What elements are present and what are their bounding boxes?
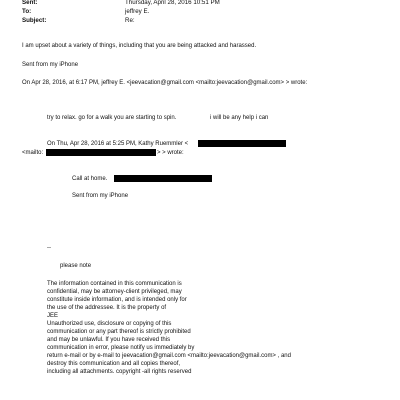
to-row — [22, 8, 149, 16]
to-label: To: — [22, 8, 32, 15]
subject-value: Re: — [125, 17, 135, 24]
disclaimer-line: JEE — [47, 313, 59, 319]
disclaimer-line: destroy this communication and all copies thereof, — [47, 361, 181, 367]
signature-line: Sent from my iPhone — [22, 62, 79, 68]
disclaimer-line: confidential, may be attorney-client privileged, may — [47, 289, 182, 295]
disclaimer-line: Unauthorized use, disclosure or copying of this — [47, 321, 172, 327]
disclaimer-line: communication in error, please notify us immediately by — [47, 345, 195, 351]
disclaimer-line: the use of the addressee. It is the property of — [47, 305, 167, 311]
redaction-bar — [198, 140, 286, 147]
sent-row — [22, 0, 220, 7]
quote-header: On Thu, Apr 28, 2016 at 5:25 PM, Kathy Ruemmler < — [47, 141, 189, 147]
body-line: I am upset about a variety of things, including that you are being attacked and harassed. — [22, 43, 257, 49]
please-note: please note — [60, 263, 92, 269]
sent-value: Thursday, April 28, 2016 10:51 PM — [125, 0, 220, 6]
quoted-text: try to relax. go for a walk you are starting to spin. — [47, 115, 177, 121]
disclaimer-line: The information contained in this communication is — [47, 281, 182, 287]
to-value: jeffrey E. — [125, 8, 150, 15]
redaction-bar — [114, 175, 212, 182]
signature-separator: -- — [47, 245, 51, 251]
disclaimer-line: return e-mail or by e-mail to jeevacation@gmail.com <mailto:jeevacation@gmail.com> , and — [47, 353, 291, 359]
quoted-text: Call at home. — [72, 176, 108, 182]
redaction-bar — [46, 149, 156, 156]
quoted-text: i will be any help i can — [210, 115, 269, 121]
subject-row — [22, 17, 135, 25]
subject-label: Subject: — [22, 17, 47, 24]
disclaimer-line: constitute inside information, and is intended only for — [47, 297, 187, 303]
quote-header-mailto: <mailto: — [22, 150, 44, 156]
disclaimer-line: communication or any part thereof is strictly prohibited — [47, 329, 191, 335]
disclaimer-line: including all attachments. copyright -all rights reserved — [47, 369, 192, 375]
sent-label: Sent: — [22, 0, 38, 6]
signature-line: Sent from my iPhone — [72, 193, 129, 199]
disclaimer-line: and may be unlawful. If you have received this — [47, 337, 171, 343]
quote-header-end: > > wrote: — [157, 150, 184, 156]
quote-header: On Apr 28, 2016, at 6:17 PM, jeffrey E. <jeevacation@gmail.com <mailto:jeevacation@gmail.com> > wrote: — [22, 80, 308, 86]
